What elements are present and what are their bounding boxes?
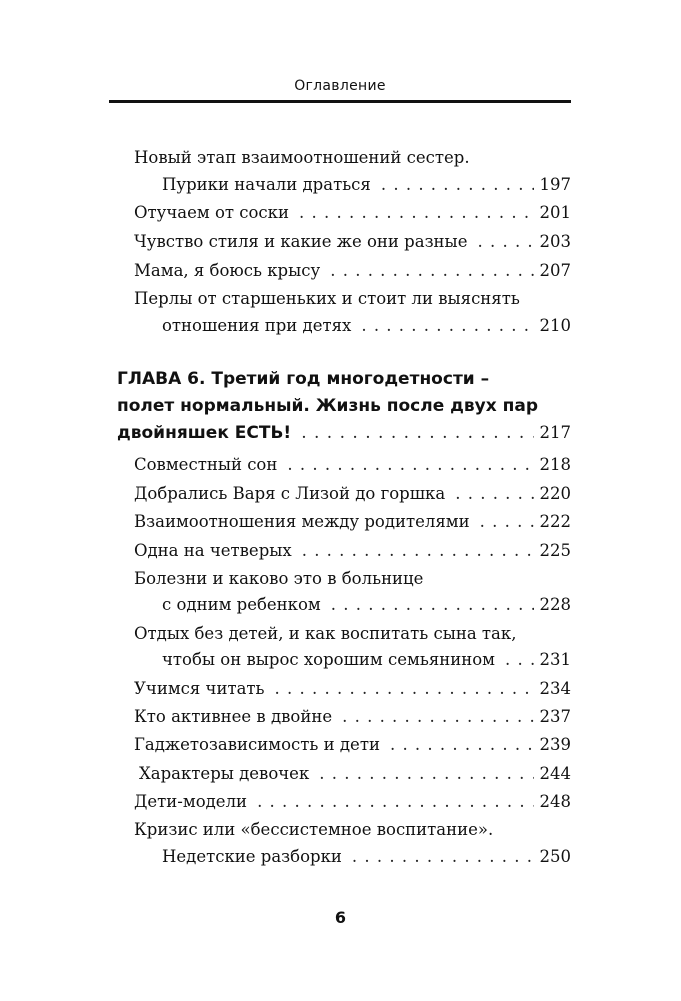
toc-entry [134,732,571,758]
toc-page-number: 201 [539,203,571,222]
toc-entry [162,172,571,198]
dot-leader [477,229,533,255]
toc-page-number: 222 [539,512,571,531]
toc-entry-title: с одним ребенком [162,595,321,614]
chapter-title: ГЛАВА 6. Третий год многодетности – [117,369,490,389]
toc-page-number: 237 [539,707,571,726]
toc-entry-title: Мама, я боюсь крысу [134,261,321,280]
dot-leader [287,452,533,478]
toc-entry-title: отношения при детях [162,316,352,335]
header-rule [109,100,571,103]
toc-entry-line [134,621,516,647]
toc-entry [134,789,571,815]
dot-leader [331,592,534,618]
toc-page-number: 207 [539,261,571,280]
toc-entry-title: Пурики начали драться [162,175,371,194]
toc-entry [134,676,571,702]
dot-leader [257,789,533,815]
toc-page-number: 234 [539,679,571,698]
toc-entry [134,229,571,255]
dot-leader [505,647,533,673]
toc-entry-title: Учимся читать [134,679,265,698]
dot-leader [352,844,534,870]
dot-leader [330,258,533,284]
toc-entry [134,200,571,226]
toc-page-number: 203 [539,232,571,251]
dot-leader [302,538,534,564]
toc-entry-title: Одна на четверых [134,541,292,560]
toc-entry [162,844,571,870]
toc-entry-title: Дети-модели [134,792,248,811]
toc-page-number: 239 [539,735,571,754]
toc-entry-title: Чувство стиля и какие же они разные [134,232,468,251]
toc-entry-line [134,145,470,171]
toc-entry-title: Совместный сон [134,455,278,474]
toc-entry [134,509,571,535]
toc-entry-title: Взаимоотношения между родителями [134,512,470,531]
toc-entry [162,647,571,673]
toc-entry [134,258,571,284]
toc-entry-title: Новый этап взаимоотношений сестер. [134,148,470,167]
running-head: Оглавление [294,78,386,94]
toc-entry-title: Болезни и каково это в больнице [134,569,424,588]
toc-entry [134,481,571,507]
toc-entry [134,704,571,730]
dot-leader [275,676,534,702]
chapter-heading-line [117,393,538,419]
toc-entry-title: Кризис или «бессистемное воспитание». [134,820,494,839]
toc-entry-title: Отучаем от соски [134,203,289,222]
dot-leader [480,509,534,535]
toc-entry-line [134,817,493,843]
dot-leader [361,313,533,339]
toc-page-number: 218 [539,455,571,474]
chapter-heading-line [117,366,489,392]
toc-page-number: 217 [539,423,571,442]
dot-leader [299,200,534,226]
toc-page-number: 225 [539,541,571,560]
dot-leader [390,732,534,758]
toc-entry-title: Недетские разборки [162,847,342,866]
toc-entry-line [134,566,423,592]
toc-entry-title: Кто активнее в двойне [134,707,333,726]
toc-page-number: 231 [539,650,571,669]
page-number: 6 [334,908,347,927]
toc-entry [162,313,571,339]
chapter-heading [117,420,571,446]
toc-page-number: 248 [539,792,571,811]
toc-entry-title: Добрались Варя с Лизой до горшка [134,484,446,503]
toc-entry-title: Гаджетозависимость и дети [134,735,380,754]
dot-leader [342,704,533,730]
toc-page-number: 250 [539,847,571,866]
chapter-title: двойняшек ЕСТЬ! [117,423,292,443]
toc-entry-title: Характеры девочек [139,764,310,783]
dot-leader [319,761,533,787]
toc-entry-title: Отдых без детей, и как воспитать сына так, [134,624,517,643]
toc-entry-title: Перлы от старшеньких и стоит ли выяснять [134,289,520,308]
dot-leader [455,481,533,507]
toc-entry-line [134,286,520,312]
dot-leader [301,420,533,446]
toc-entry [134,538,571,564]
toc-entry [162,592,571,618]
toc-entry [134,452,571,478]
toc-page-number: 210 [539,316,571,335]
toc-page-number: 244 [539,764,571,783]
toc-page-number: 220 [539,484,571,503]
chapter-title: полет нормальный. Жизнь после двух пар [117,396,538,416]
toc-page-number: 228 [539,595,571,614]
toc-page-number: 197 [539,175,571,194]
toc-entry [139,761,571,787]
dot-leader [381,172,534,198]
toc-entry-title: чтобы он вырос хорошим семьянином [162,650,496,669]
